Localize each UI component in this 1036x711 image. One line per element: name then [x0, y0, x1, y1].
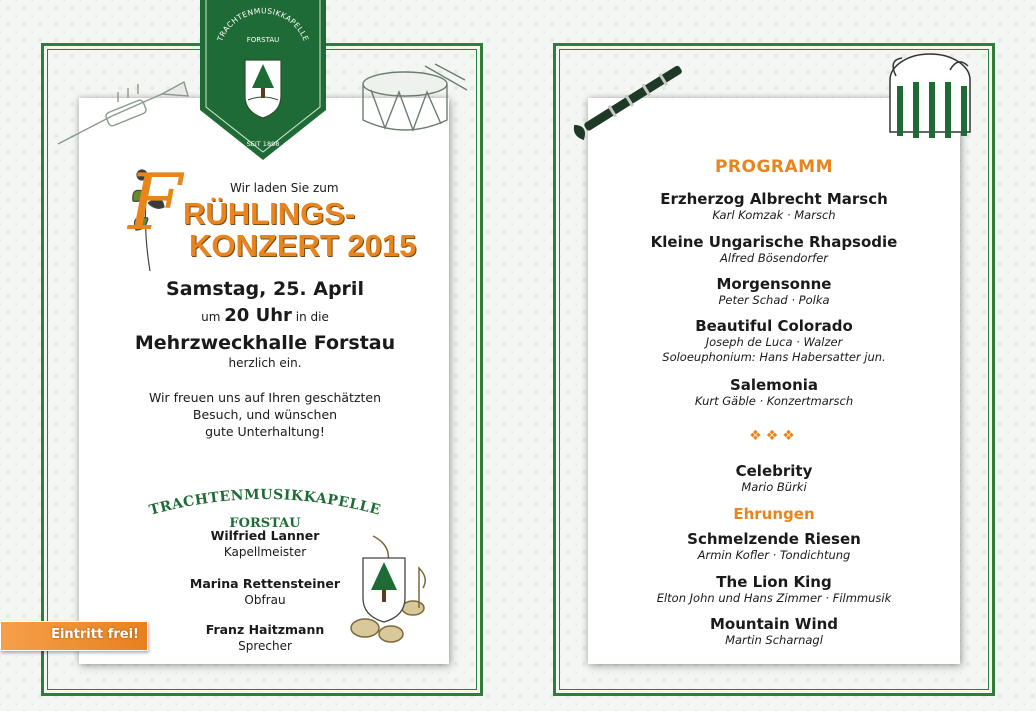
drum-illustration	[876, 52, 976, 142]
title-line2: KONZERT 2015	[189, 228, 417, 263]
piece-credit: Karl Komzak · Marsch	[712, 208, 836, 222]
svg-text:TRACHTENMUSIKKAPELLE	[148, 487, 383, 519]
piece-title: Erzherzog Albrecht Marsch	[660, 190, 888, 208]
message-line: gute Unterhaltung!	[205, 424, 325, 439]
piece-credit: Armin Kofler · Tondichtung	[697, 548, 851, 562]
club-banner	[200, 0, 326, 160]
band-name-line1: TRACHTENMUSIKKAPELLE	[147, 486, 383, 519]
piece-credit: Martin Scharnagl	[725, 633, 823, 647]
free-entry-label: Eintritt frei!	[51, 627, 139, 642]
piece-title: Celebrity	[735, 462, 813, 480]
event-venue: Mehrzweckhalle Forstau	[134, 332, 396, 354]
person-sprecher	[160, 622, 370, 654]
piece-title: Beautiful Colorado	[695, 317, 853, 335]
invite-message	[90, 389, 440, 440]
banner-place: FORSTAU	[246, 36, 280, 44]
intermission-separator: ❖❖❖	[749, 428, 799, 444]
band-name-line2: FORSTAU	[229, 516, 301, 530]
person-name: Franz Haitzmann	[205, 622, 325, 637]
piece-credit: Alfred Bösendorfer	[719, 251, 829, 265]
crest-notes-icon	[343, 528, 433, 648]
person-role: Sprecher	[238, 639, 292, 653]
piece-credit: Mario Bürki	[741, 480, 807, 494]
program-item	[588, 190, 960, 223]
piece-title: Schmelzende Riesen	[687, 530, 861, 548]
free-entry-badge	[0, 621, 148, 651]
piece-title: Morgensonne	[716, 275, 832, 293]
person-role: Kapellmeister	[223, 545, 307, 559]
welcome-text: herzlich ein.	[228, 356, 302, 370]
event-time: 20 Uhr	[224, 305, 292, 326]
program-item	[588, 233, 960, 266]
message-line: Wir freuen uns auf Ihren geschätzten	[148, 390, 382, 405]
title-line1: RÜHLINGS-	[183, 196, 356, 231]
person-kapellmeister	[160, 528, 370, 560]
piece-soloist: Soloeuphonium: Hans Habersatter jun.	[662, 350, 886, 364]
time-prefix: um	[201, 310, 221, 324]
piece-title: Kleine Ungarische Rhapsodie	[650, 233, 898, 251]
title-initial: F	[128, 158, 183, 248]
program-item	[588, 615, 960, 648]
honors-heading: Ehrungen	[733, 505, 815, 523]
program-item	[588, 573, 960, 606]
program-item	[588, 317, 960, 365]
program-item	[588, 462, 960, 495]
program-heading: PROGRAMM	[714, 157, 834, 177]
person-role: Obfrau	[244, 593, 286, 607]
piece-credit: Joseph de Luca · Walzer	[705, 335, 843, 349]
event-date: Samstag, 25. April	[166, 278, 364, 300]
snare-drum-illustration	[355, 62, 470, 142]
piece-title: The Lion King	[716, 573, 832, 591]
piece-credit: Elton John und Hans Zimmer · Filmmusik	[656, 591, 892, 605]
trumpet-illustration	[52, 76, 192, 156]
invite-intro: Wir laden Sie zum	[230, 181, 339, 195]
banner-arc-text: TRACHTENMUSIKKAPELLE	[215, 6, 311, 43]
piece-title: Mountain Wind	[709, 615, 839, 633]
piece-credit: Peter Schad · Polka	[718, 293, 830, 307]
time-suffix: in die	[295, 310, 329, 324]
piece-title: Salemonia	[729, 376, 819, 394]
person-name: Marina Rettensteiner	[189, 576, 341, 591]
event-time-line	[90, 305, 440, 326]
person-obfrau	[160, 576, 370, 608]
program-item	[588, 376, 960, 409]
band-name	[130, 470, 400, 530]
program-item	[588, 530, 960, 563]
banner-since: SEIT 1898	[246, 140, 280, 148]
person-name: Wilfried Lanner	[210, 528, 320, 543]
piece-credit: Kurt Gäble · Konzertmarsch	[694, 394, 854, 408]
program-item	[588, 275, 960, 308]
clarinet-illustration	[568, 50, 698, 150]
message-line: Besuch, und wünschen	[192, 407, 338, 422]
crest-icon	[245, 60, 281, 118]
